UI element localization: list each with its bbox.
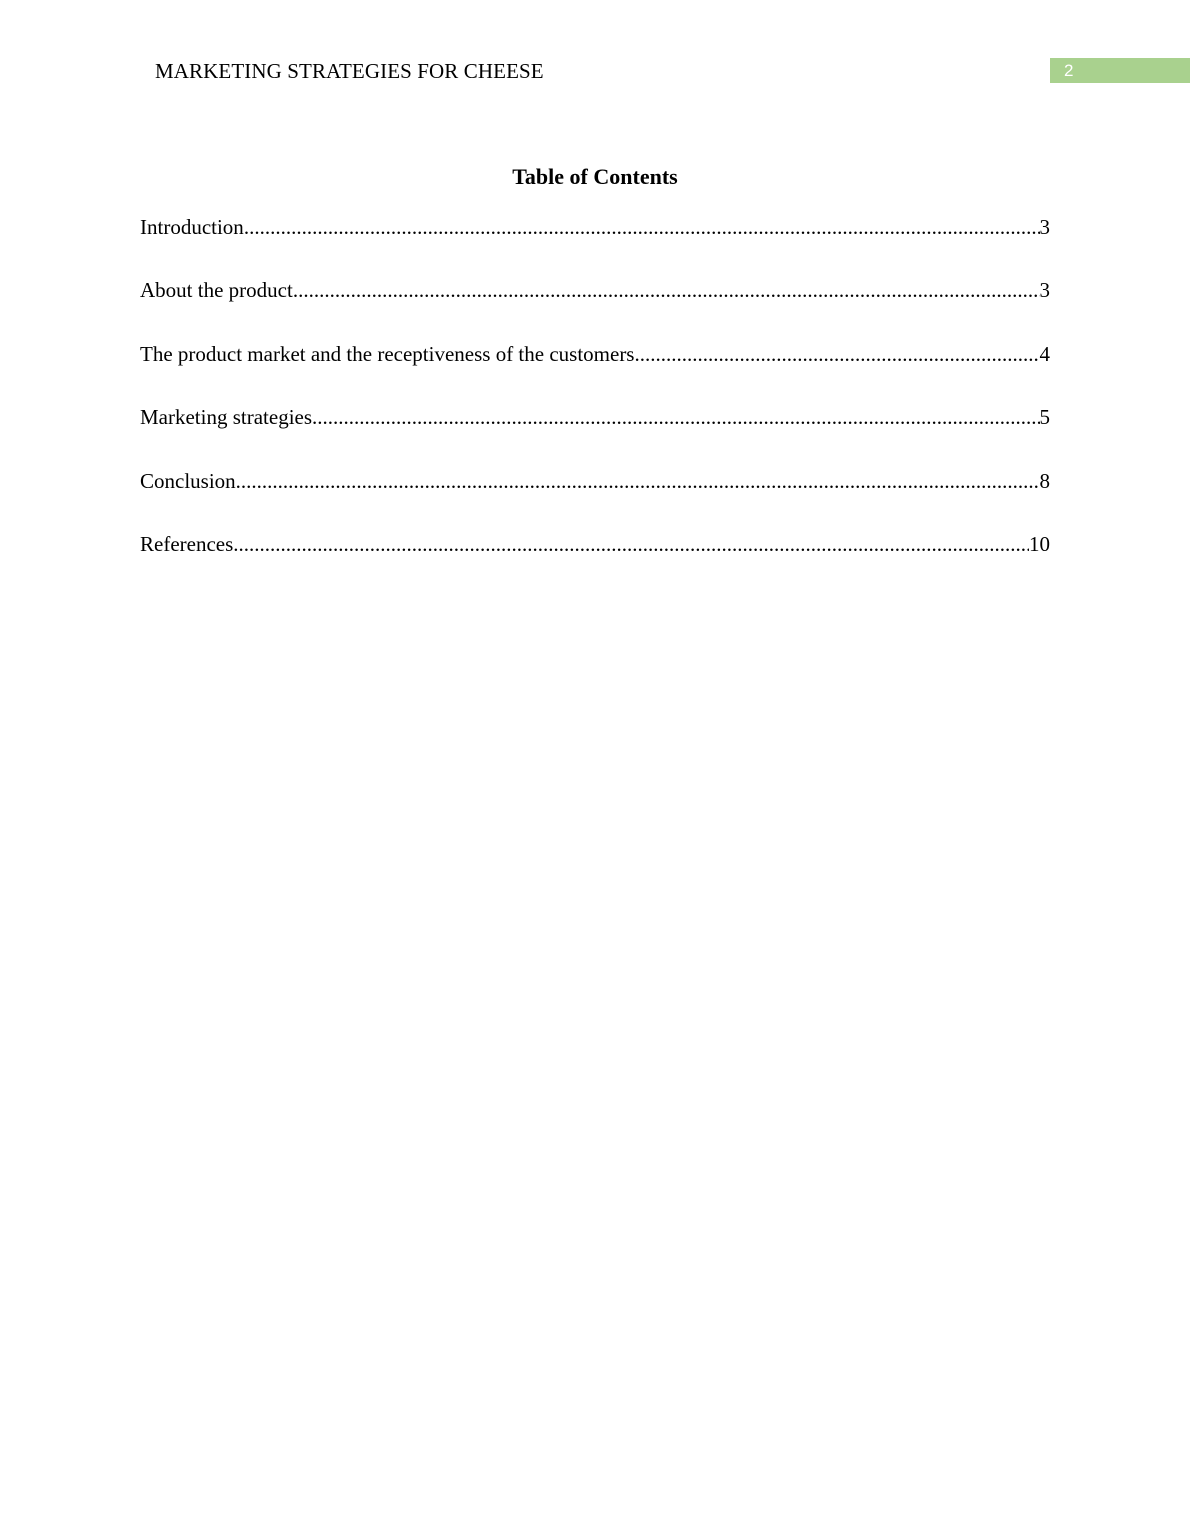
toc-entry-page[interactable]: 4	[1039, 341, 1050, 366]
toc-entry-product-market[interactable]	[140, 339, 1050, 369]
toc-entry-label[interactable]: The product market and the receptiveness of the customers	[140, 341, 635, 366]
page-number-badge	[1050, 58, 1190, 83]
toc-entry-label[interactable]: Marketing strategies	[140, 405, 313, 430]
toc-entry-marketing-strategies[interactable]	[140, 402, 1050, 432]
toc-entry-label[interactable]: About the product	[140, 278, 293, 303]
toc-entry-page[interactable]: 8	[1039, 468, 1050, 493]
table-of-contents	[140, 160, 1050, 559]
toc-entry-page[interactable]: 10	[1029, 531, 1050, 556]
toc-entry-label[interactable]: Introduction	[140, 215, 244, 239]
toc-entry-page[interactable]: 3	[1039, 278, 1050, 303]
toc-entry-page[interactable]: 3	[1039, 215, 1050, 239]
toc-title: Table of Contents	[512, 164, 678, 189]
toc-entry-conclusion[interactable]	[140, 466, 1050, 496]
toc-leader-dots	[233, 529, 1029, 559]
toc-entry-label[interactable]: Conclusion	[140, 468, 236, 493]
toc-leader-dots	[236, 466, 1040, 496]
page-number: 2	[1064, 61, 1074, 80]
toc-entry-references[interactable]	[140, 529, 1050, 559]
toc-entry-about-the-product[interactable]	[140, 275, 1050, 305]
toc-leader-dots	[244, 212, 1040, 242]
toc-entry-label[interactable]: References	[140, 531, 234, 556]
toc-leader-dots	[293, 275, 1040, 305]
toc-list	[140, 212, 1050, 559]
toc-leader-dots	[312, 402, 1039, 432]
toc-entry-introduction[interactable]	[140, 212, 1050, 242]
toc-leader-dots	[634, 339, 1039, 369]
toc-entry-page[interactable]: 5	[1039, 405, 1050, 430]
running-head: MARKETING STRATEGIES FOR CHEESE	[155, 59, 544, 83]
page-header	[0, 0, 1190, 110]
